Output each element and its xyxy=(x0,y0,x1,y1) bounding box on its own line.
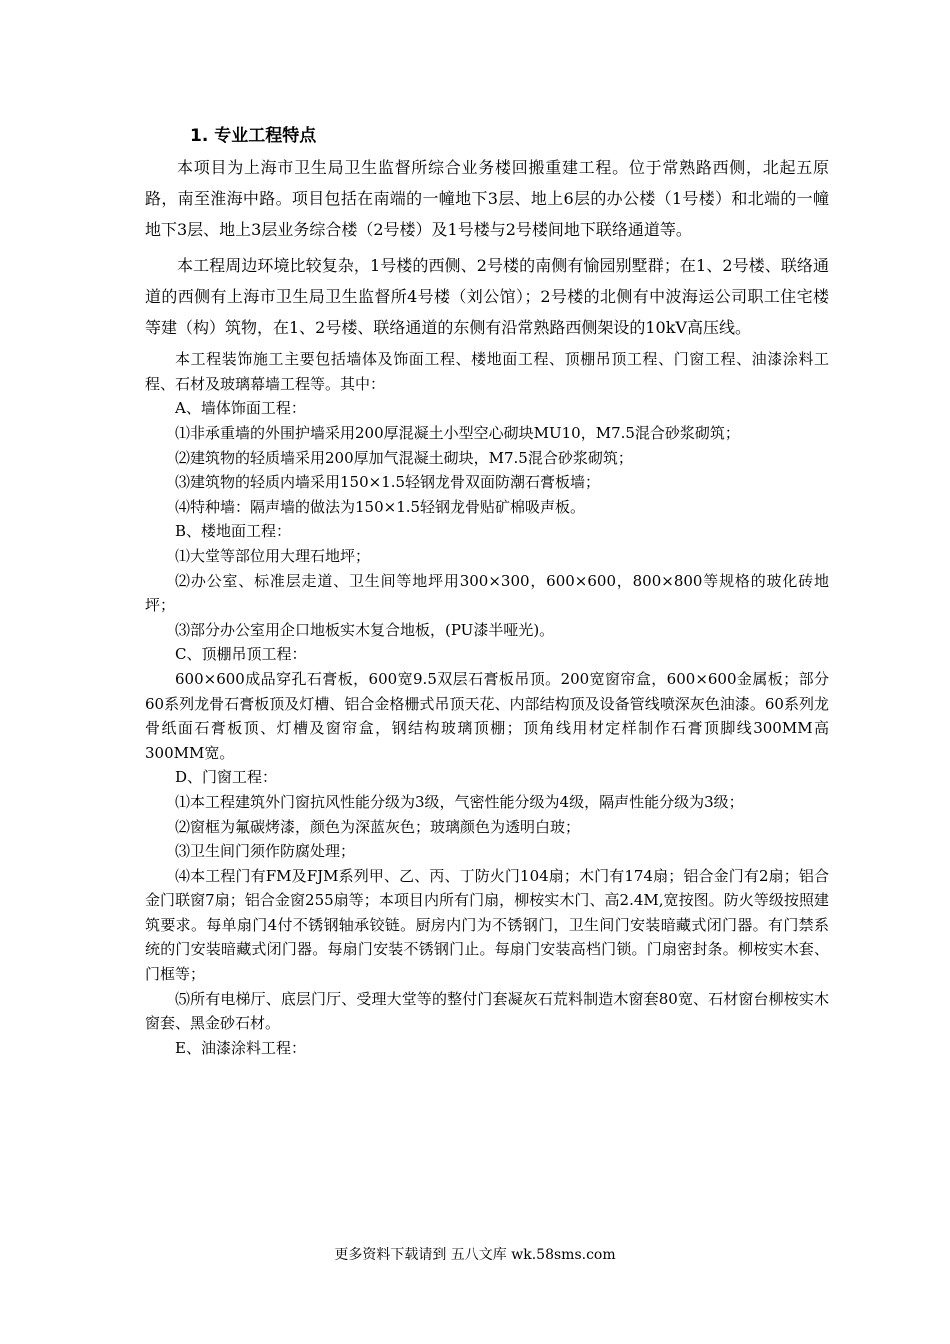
doors-item-4: ⑷本工程门有FM及FJM系列甲、乙、丙、丁防火门104扇；木门有174扇；铝合金门有2扇；铝合金门联窗7扇；铝合金窗255扇等；本项目内所有门扇，柳桉实木门、高2.4M,宽按图。防火等级按照建筑要求。每单扇门4付不锈钢轴承铰链。厨房内门为不锈钢门，卫生间门安装暗藏式闭门器。有门禁系统的门安装暗藏式闭门器。每扇门安装不锈钢门止。每扇门安装高档门锁。门扇密封条。柳桉实木套、门框等； xyxy=(145,866,829,984)
ceiling-body: 600×600成品穿孔石膏板，600宽9.5双层石膏板吊顶。200宽窗帘盒，600×600金属板；部分60系列龙骨石膏板顶及灯槽、铝合金格栅式吊顶天花、内部结构顶及设备管线喷深灰色油漆。60系列龙骨纸面石膏板顶、灯槽及窗帘盒，钢结构玻璃顶棚；顶角线用材定样制作石膏顶脚线300MM高300MM宽。 xyxy=(145,669,829,762)
doors-item-1: ⑴本工程建筑外门窗抗风性能分级为3级，气密性能分级为4级，隔声性能分级为3级； xyxy=(175,792,744,811)
intro-paragraph: 本项目为上海市卫生局卫生监督所综合业务楼回搬重建工程。位于常熟路西侧，北起五原路，南至淮海中路。项目包括在南端的一幢地下3层、地上6层的办公楼（1号楼）和北端的一幢地下3层、地上3层业务综合楼（2号楼）及1号楼与2号楼间地下联络通道等。 xyxy=(145,158,829,240)
wall-item-3: ⑶建筑物的轻质内墙采用150×1.5轻钢龙骨双面防潮石膏板墙； xyxy=(175,473,601,492)
wall-item-2: ⑵建筑物的轻质墙采用200厚加气混凝土砌块，M7.5混合砂浆砌筑； xyxy=(175,448,633,467)
wall-heading: A、墙体饰面工程： xyxy=(175,399,306,418)
doors-item-2: ⑵窗框为氟碳烤漆，颜色为深蓝灰色；玻璃颜色为透明白玻； xyxy=(175,817,581,836)
doors-item-5: ⑸所有电梯厅、底层门厅、受理大堂等的整付门套凝灰石荒料制造木窗套80宽、石材窗台柳桉实木窗套、黑金砂石材。 xyxy=(145,989,829,1033)
paint-heading: E、油漆涂料工程： xyxy=(175,1038,306,1057)
wall-item-1: ⑴非承重墙的外围护墙采用200厚混凝土小型空心砌块MU10，M7.5混合砂浆砌筑； xyxy=(175,424,740,442)
page-footer: 更多资料下载请到 五八文库 wk.58sms.com xyxy=(334,1247,616,1263)
floor-heading: B、楼地面工程： xyxy=(175,522,292,541)
floor-item-1: ⑴大堂等部位用大理石地坪； xyxy=(175,546,371,565)
section-title: 1. 专业工程特点 xyxy=(190,126,317,146)
document-body xyxy=(145,124,829,1060)
scope-paragraph: 本工程装饰施工主要包括墙体及饰面工程、楼地面工程、顶棚吊顶工程、门窗工程、油漆涂料工程、石材及玻璃幕墙工程等。其中： xyxy=(145,350,829,393)
floor-item-3: ⑶部分办公室用企口地板实木复合地板，(PU漆半哑光)。 xyxy=(175,620,555,639)
ceiling-heading: C、顶棚吊顶工程： xyxy=(175,645,307,664)
floor-item-2: ⑵办公室、标准层走道、卫生间等地坪用300×300，600×600，800×800等规格的玻化砖地坪； xyxy=(145,571,829,615)
wall-item-4: ⑷特种墙：隔声墙的做法为150×1.5轻钢龙骨贴矿棉吸声板。 xyxy=(175,497,586,516)
environment-paragraph: 本工程周边环境比较复杂，1号楼的西侧、2号楼的南侧有愉园别墅群；在1、2号楼、联络通道的西侧有上海市卫生局卫生监督所4号楼（刘公馆）；2号楼的北侧有中波海运公司职工住宅楼等建（构）筑物，在1、2号楼、联络通道的东侧有沿常熟路西侧架设的10kV高压线。 xyxy=(145,255,829,338)
doors-heading: D、门窗工程： xyxy=(175,768,278,787)
doors-item-3: ⑶卫生间门须作防腐处理； xyxy=(175,842,356,861)
